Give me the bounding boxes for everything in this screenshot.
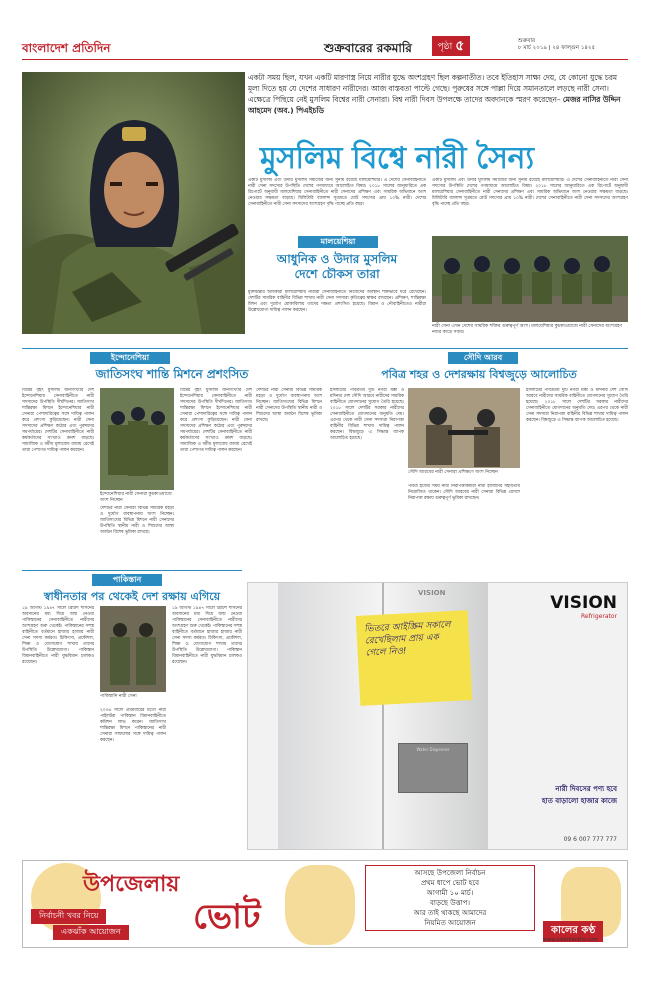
ad-strap-1: নির্বাচনী খবর নিয়ে [31, 909, 106, 924]
caption-malaysia: নারী সেনা এখন দেশের সামরিক শক্তির গুরুত্বপূর্ণ অংশ। মালয়েশিয়ার কুচকাওয়াজে নারী সেনাদের অংশগ্রহণ নজর কাড়ে সবার। [432, 324, 623, 335]
ad-info-6: নিয়মিত আয়োজন [424, 919, 476, 927]
hero-intro [248, 72, 628, 116]
upazila-vote-ad[interactable] [22, 860, 628, 948]
sticky-note: ভিতরে আইস্ক্রিম সকালে রেখেছিলাম প্রায় এক গেলে নিও! [356, 610, 473, 706]
body-saudi-col-2: পবিত্র হজের সময় নারী নিরাপত্তাকর্মীরা নারী হাজিদের সহায়তায় নিয়োজিত থাকেন। সৌদি আরবের নারী সেনারা বিভিন্ন প্রদেশে নিরাপত্তা রক্ষায় গুরুত্বপূর্ণ ভূমিকা রাখছেন। [408, 484, 520, 501]
caption-pakistan: পাকিস্তানি নারী সেনা [100, 694, 137, 699]
section-banner-pakistan: পাকিস্তান [92, 574, 162, 586]
ad-paper-logo: কালের কণ্ঠ [543, 921, 603, 942]
body-pakistan-col-3: ১৯ আগস্ট ১৯৪৭ সালে ব্রিটিশ শাসনের অবসানের মধ্য দিয়ে জন্ম নেওয়া পাকিস্তানের সেনাবাহিনীতে নারীদের অংশগ্রহণ শুরু থেকেই। পাকিস্তানের সশস্ত্র বাহিনীতে বর্তমানে হাজার হাজার নারী সেনা সদস্য কর্মরত। চিকিৎসা, প্রকৌশল, শিক্ষা ও যোগাযোগ শাখায় তাদের উপস্থিতি উল্লেখযোগ্য। পাকিস্তান বিমানবাহিনীতে নারী যুদ্ধবিমান চালকও রয়েছেন। [172, 606, 242, 665]
day-label: শুক্রবার [518, 38, 536, 44]
byline: মেজর নাসির উদ্দিন আহমেদ (অব.) পিএইচডি [248, 95, 621, 115]
photo-indonesia-soldiers [100, 388, 174, 490]
body-indonesia-col-1: বিশ্বের বৃহৎ মুসলিম জনসংখ্যার দেশ ইন্দোনেশিয়ার সেনাবাহিনীতে নারী সদস্যদের উপস্থিতি দীর্ঘদিনের। জাতিসংঘ শান্তিরক্ষা মিশনে ইন্দোনেশিয়ার নারী সেনারা পেশাদারিত্বের সঙ্গে দায়িত্ব পালন করে প্রশংসা কুড়িয়েছেন। নারী সেনা সদস্যদের প্রশিক্ষণ কঠোর এবং পুরুষদের সমপর্যায়ের। দেশটির সেনাবাহিনীতে নারী কর্মকর্তাদের সংখ্যাও ক্রমশ বাড়ছে। সামাজিক ও ধর্মীয় মূল্যবোধ বজায় রেখেই তারা পেশাগত দায়িত্ব পালন করছেন। [22, 388, 94, 453]
vision-sub: Refrigerator [581, 613, 617, 620]
section-banner-saudi: সৌদি আরব [448, 352, 518, 364]
headline-malaysia-line-2: দেশে চৌকস তারা [294, 267, 380, 281]
page-number-badge [432, 36, 470, 56]
ad-paper-site: www.kalerkantho.com [543, 937, 599, 943]
vision-refrigerator-ad[interactable] [247, 582, 628, 850]
body-malaysia: মুক্তচিন্তার অধিকারী মালয়েশিয়ার নারীরা সেনাবাহিনীতে নিজেদের অবস্থান শক্তভাবে ধরে রেখেছেন। দেশটির সামরিক বাহিনীর বিভিন্ন শাখায় নারী সেনা সদস্যরা কৃতিত্বের স্বাক্ষর রাখছেন। প্রশিক্ষণ, শান্তিরক্ষা মিশন এবং দুর্যোগ মোকাবিলায় তাদের দক্ষতা প্রশংসিত হয়েছে। বিমান ও নৌবাহিনীতেও নারীরা উল্লেখযোগ্য দায়িত্ব পালন করছেন। [248, 290, 426, 313]
lead-text-col-1: একটি মুসলিম এবং উদার মুসলিম সমাজের জন্য সুনাম রয়েছে মালয়েশিয়ার। এ দেশের সেনাবাহিনীতে নারী সেনা সদস্যের উপস্থিতি দেশের গণমাধ্যমে আলোচিত বিষয়। ২০১৮ সালের জানুয়ারিতে এক রিপোর্টে অনুযায়ী মালয়েশিয়ার সেনাবাহিনীতে নারী সেনাদের প্রশিক্ষণ এবং সামরিক অভিযানে অংশ নেওয়ার সক্ষমতা বাড়ছে। মিলিটারি ব্যালান্স সূত্রমতে মোট সদস্যের প্রায় ১০% নারী। দেশের সেনাবাহিনীতে নারী সেনা সদস্যদের অংশগ্রহণ বৃদ্ধি পাচ্ছে প্রতি বছর। [248, 178, 426, 207]
vision-tagline-1: নারী দিবসের পণ্য হবে [555, 785, 617, 793]
ad-info-4: বাড়ছে উত্তাপ। [430, 899, 470, 907]
page-word: পৃষ্ঠা [437, 41, 453, 52]
photo-saudi-soldiers [408, 388, 520, 468]
date-label: ৮ মার্চ ২০১৯ | ২৪ ফাল্গুন ১৪২৫ [518, 45, 596, 51]
ad-info-2: প্রথম ধাপে ভোট হবে [420, 879, 480, 887]
ad-strap-2: একঝাঁক আয়োজন [53, 925, 129, 940]
body-pakistan-col-1: ১৯ আগস্ট ১৯৪৭ সালে ব্রিটিশ শাসনের অবসানের মধ্য দিয়ে জন্ম নেওয়া পাকিস্তানের সেনাবাহিনীতে নারীদের অংশগ্রহণ শুরু থেকেই। পাকিস্তানের সশস্ত্র বাহিনীতে বর্তমানে হাজার হাজার নারী সেনা সদস্য কর্মরত। চিকিৎসা, প্রকৌশল, শিক্ষা ও যোগাযোগ শাখায় তাদের উপস্থিতি উল্লেখযোগ্য। পাকিস্তান বিমানবাহিনীতে নারী যুদ্ধবিমান চালকও রয়েছেন। [22, 606, 94, 665]
photo-pakistan-soldiers [100, 606, 166, 692]
body-indonesia-col-2: দেশটির নারী সেনারা বিভিন্ন সামরিক মহড়া ও দুর্যোগ ব্যবস্থাপনায় অংশ নিচ্ছেন। জাতিসংঘের বিভিন্ন মিশনে নারী সেনাদের উপস্থিতি স্থানীয় নারী ও শিশুদের আস্থা অর্জনে বিশেষ ভূমিকা রাখছে। [100, 506, 174, 535]
headline-saudi: পবিত্র শহর ও দেশরক্ষায় বিশ্বজুড়ে আলোচিত [381, 368, 577, 381]
vision-logo [550, 593, 617, 620]
lead-text-col-2: একটি মুসলিম এবং উদার মুসলিম সমাজের জন্য সুনাম রয়েছে মালয়েশিয়ার। এ দেশের সেনাবাহিনীতে নারী সেনা সদস্যের উপস্থিতি দেশের গণমাধ্যমে আলোচিত বিষয়। ২০১৮ সালের জানুয়ারিতে এক রিপোর্টে অনুযায়ী মালয়েশিয়ার সেনাবাহিনীতে নারী সেনাদের প্রশিক্ষণ এবং সামরিক অভিযানে অংশ নেওয়ার সক্ষমতা বাড়ছে। মিলিটারি ব্যালান্স সূত্রমতে মোট সদস্যের প্রায় ১০% নারী। দেশের সেনাবাহিনীতে নারী সেনা সদস্যদের অংশগ্রহণ বৃদ্ধি পাচ্ছে প্রতি বছর। [432, 178, 628, 207]
date-block [518, 38, 628, 52]
body-pakistan-col-2: ২০০৬ সালে প্রথমবারের মতো নারী পাইলটরা পাকিস্তান বিমানবাহিনীতে কমিশন লাভ করেন। জাতিসংঘ শান্তিরক্ষা মিশনে পাকিস্তানের নারী সেনারা সাফল্যের সঙ্গে দায়িত্ব পালন করছেন। [100, 708, 166, 743]
dispenser-label: Water Dispenser [416, 747, 450, 752]
divider [22, 348, 628, 349]
body-saudi-col-1: ইসলামের পবিত্রতম দুটি নগরী মক্কা ও মদিনার দেশ সৌদি আরবে নারীদের সামরিক বাহিনীতে যোগদানের সুযোগ তৈরি হয়েছে। ২০১৮ সালে দেশটির সরকার নারীদের সেনাবাহিনীতে যোগদানের অনুমতি দেয়। এরপর থেকে নারী সেনা সদস্যরা নিরাপত্তা বাহিনীর বিভিন্ন শাখায় দায়িত্ব পালন করছেন। বিশ্বজুড়ে এ সিদ্ধান্ত ব্যাপক আলোচিত হয়েছে। [330, 388, 404, 441]
water-dispenser [398, 743, 468, 793]
vision-tagline [542, 783, 617, 807]
headline-pakistan: স্বাধীনতার পর থেকেই দেশ রক্ষায় এগিয়ে [43, 590, 221, 603]
body-indonesia-col-4: দেশটির নারী সেনারা বিভিন্ন সামরিক মহড়া ও দুর্যোগ ব্যবস্থাপনায় অংশ নিচ্ছেন। জাতিসংঘের বিভিন্ন মিশনে নারী সেনাদের উপস্থিতি স্থানীয় নারী ও শিশুদের আস্থা অর্জনে বিশেষ ভূমিকা রাখছে। [256, 388, 322, 423]
caption-indonesia: ইন্দোনেশিয়ার নারী সেনারা কুচকাওয়াজে অংশ নিচ্ছেন [100, 492, 172, 503]
ad-title-line-2: ভোট [193, 897, 261, 937]
headline-malaysia-line-1: আধুনিক ও উদার মুসলিম [276, 252, 398, 266]
ad-info-box [365, 865, 535, 931]
photo-malaysia-parade [432, 236, 628, 322]
vision-brand: VISION [550, 593, 617, 613]
section-banner-malaysia: মালয়েশিয়া [298, 236, 378, 248]
ad-info-3: আগামী ১০ মার্চ। [426, 889, 474, 897]
ad-title-line-1: উপজেলায় [83, 871, 180, 897]
page-number: ৫ [455, 38, 465, 54]
body-indonesia-col-3: বিশ্বের বৃহৎ মুসলিম জনসংখ্যার দেশ ইন্দোনেশিয়ার সেনাবাহিনীতে নারী সদস্যদের উপস্থিতি দীর্ঘদিনের। জাতিসংঘ শান্তিরক্ষা মিশনে ইন্দোনেশিয়ার নারী সেনারা পেশাদারিত্বের সঙ্গে দায়িত্ব পালন করে প্রশংসা কুড়িয়েছেন। নারী সেনা সদস্যদের প্রশিক্ষণ কঠোর এবং পুরুষদের সমপর্যায়ের। দেশটির সেনাবাহিনীতে নারী কর্মকর্তাদের সংখ্যাও ক্রমশ বাড়ছে। সামাজিক ও ধর্মীয় মূল্যবোধ বজায় রেখেই তারা পেশাগত দায়িত্ব পালন করছেন। [180, 388, 252, 453]
caption-saudi: সৌদি আরবের নারী সেনারা প্রশিক্ষণে অংশ নিচ্ছেন [408, 470, 498, 475]
page-title: মুসলিম বিশ্বে নারী সৈন্য [260, 141, 534, 176]
ad-info-1: আসছে উপজেলা নির্বাচন [414, 869, 486, 877]
intro-text: একটা সময় ছিল, যখন একটি মারণাস্ত্র নিয়ে নারীর যুদ্ধে অংশগ্রহণ ছিল কল্পনাতীত। তবে ইতিহাস সাক্ষ্য দেয়, যে কোনো যুদ্ধে চরম মূল্য দিতে হয় যে দেশের সাধারণ নারীদের। আজ বাস্তবতা পাল্টে গেছে। পুরুষের সঙ্গে পাল্লা দিয়ে সমানতালে লড়ছে নারী সেনা। এক্ষেত্রে পিছিয়ে নেই মুসলিম বিশ্বের নারী সেনারা। বিশ্ব নারী দিবস উপলক্ষে তাদের অবদানকে স্মরণ করেছেন– [248, 73, 617, 104]
divider [22, 570, 242, 571]
vision-hotline: 09 6 007 777 777 [563, 836, 617, 843]
brand-logo: বাংলাদেশ প্রতিদিন [22, 41, 111, 55]
vision-tagline-2: হাত বাড়ালো হাজার কাজে [541, 797, 617, 805]
fridge-logo: VISION [418, 589, 446, 597]
headline-indonesia: জাতিসংঘ শান্তি মিশনে প্রশংসিত [95, 367, 249, 381]
hero-photo [22, 72, 245, 334]
section-banner-indonesia: ইন্দোনেশিয়া [90, 352, 170, 364]
ad-info-5: আর তাই থাকছে আমাদের [413, 909, 487, 917]
masthead [22, 38, 628, 60]
refrigerator-graphic [278, 583, 488, 850]
body-saudi-col-3: ইসলামের পবিত্রতম দুটি নগরী মক্কা ও মদিনার দেশ সৌদি আরবে নারীদের সামরিক বাহিনীতে যোগদানের সুযোগ তৈরি হয়েছে। ২০১৮ সালে দেশটির সরকার নারীদের সেনাবাহিনীতে যোগদানের অনুমতি দেয়। এরপর থেকে নারী সেনা সদস্যরা নিরাপত্তা বাহিনীর বিভিন্ন শাখায় দায়িত্ব পালন করছেন। বিশ্বজুড়ে এ সিদ্ধান্ত ব্যাপক আলোচিত হয়েছে। [526, 388, 628, 423]
section-title: শুক্রবারের রকমারি [324, 41, 412, 55]
headline-malaysia [248, 252, 426, 282]
cartoon-megaphone-right [285, 865, 355, 945]
